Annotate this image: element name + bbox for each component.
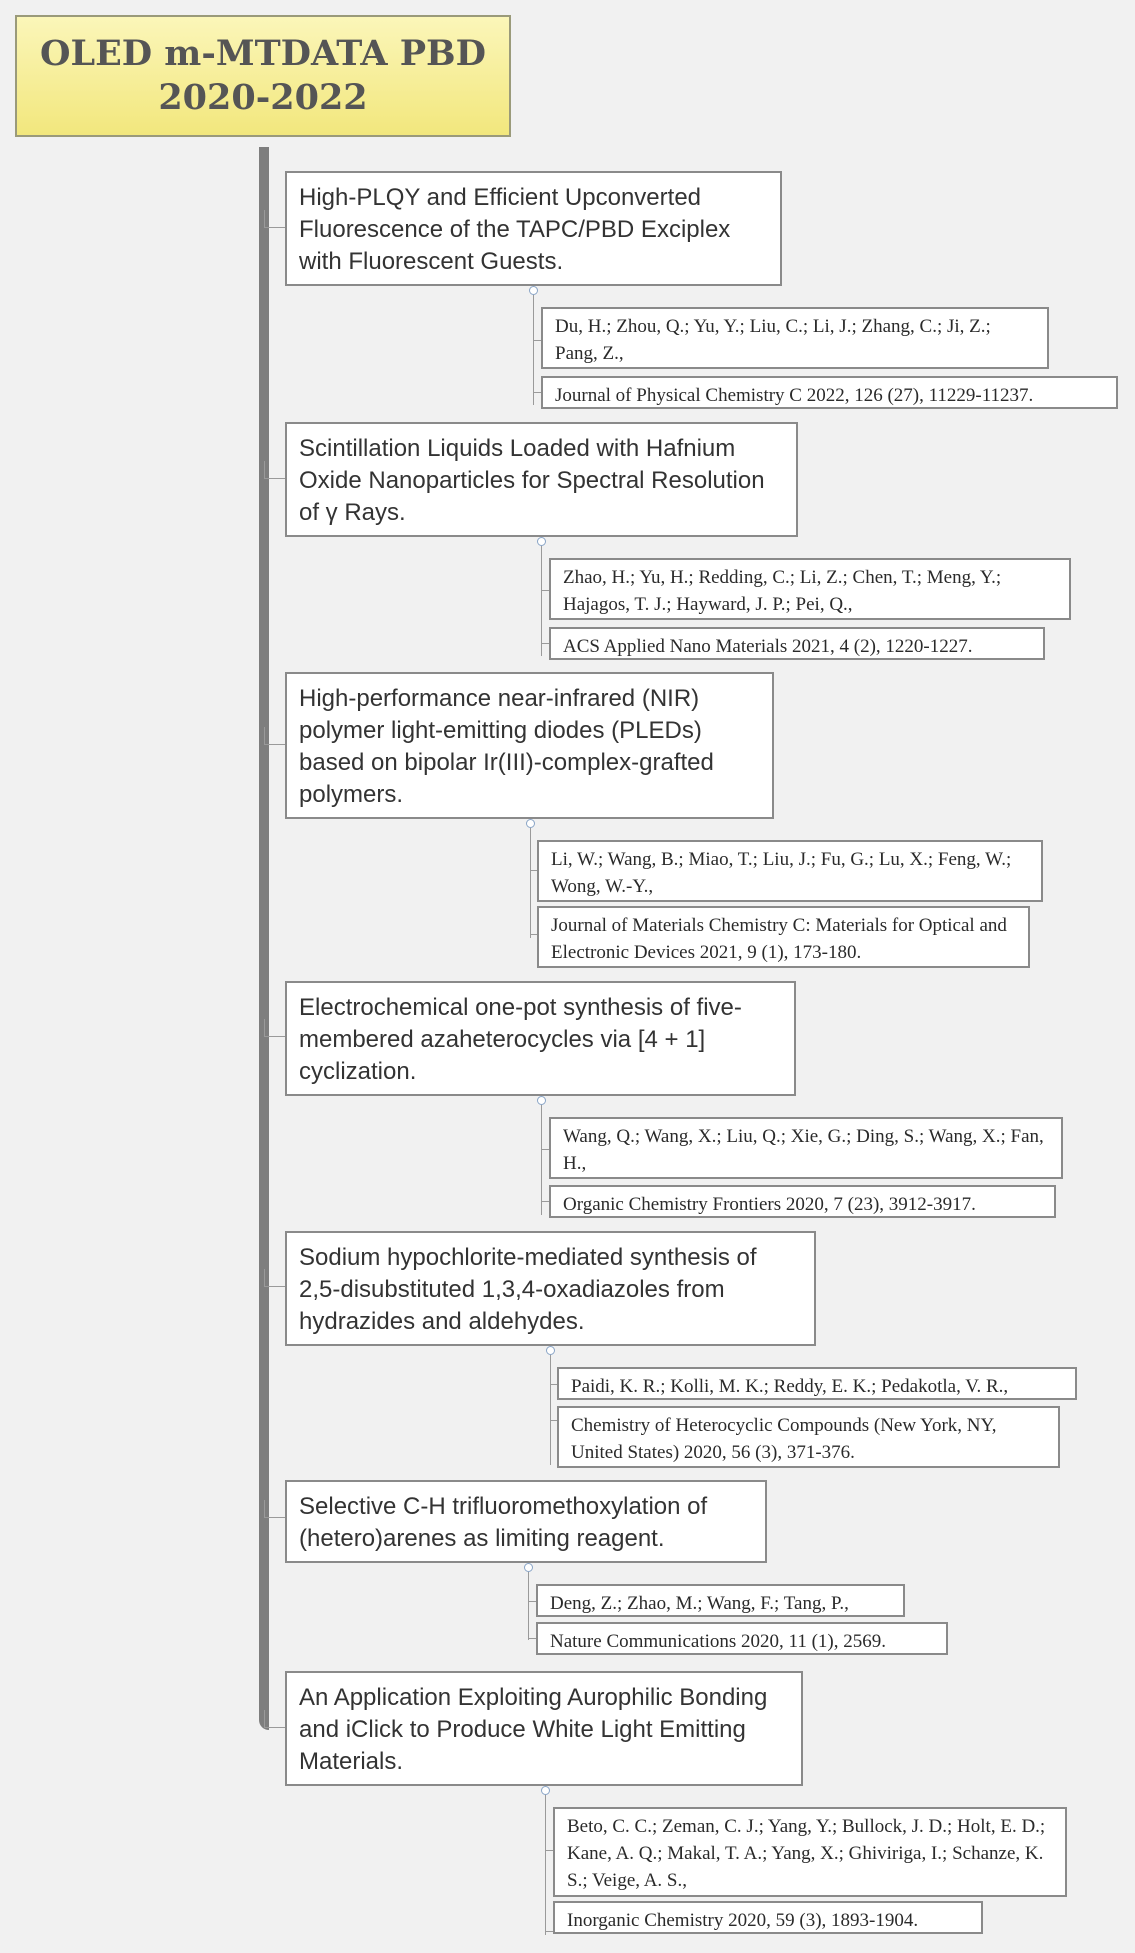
sub-connector xyxy=(528,1638,536,1639)
paper-journal-node[interactable]: Journal of Materials Chemistry C: Materials for Optical and Electronic Devices 2021, 9 (1), 173-180. xyxy=(537,906,1030,968)
paper-authors-node[interactable]: Li, W.; Wang, B.; Miao, T.; Liu, J.; Fu, G.; Lu, X.; Feng, W.; Wong, W.-Y., xyxy=(537,840,1043,902)
sub-connector xyxy=(528,1572,529,1640)
sub-connector xyxy=(541,1149,549,1150)
paper-journal-node[interactable]: Organic Chemistry Frontiers 2020, 7 (23), 3912-3917. xyxy=(549,1185,1056,1218)
paper-title-node[interactable]: Sodium hypochlorite-mediated synthesis of 2,5-disubstituted 1,3,4-oxadiazoles from hydrazides and aldehydes. xyxy=(285,1231,816,1346)
branch-connector xyxy=(264,210,286,228)
sub-connector xyxy=(545,1850,553,1851)
paper-journal-node[interactable]: ACS Applied Nano Materials 2021, 4 (2), 1220-1227. xyxy=(549,627,1045,660)
sub-connector xyxy=(541,643,549,644)
paper-journal-node[interactable]: Inorganic Chemistry 2020, 59 (3), 1893-1904. xyxy=(553,1901,983,1934)
sub-connector xyxy=(533,295,534,405)
sub-connector xyxy=(541,590,549,591)
paper-authors-node[interactable]: Zhao, H.; Yu, H.; Redding, C.; Li, Z.; Chen, T.; Meng, Y.; Hajagos, T. J.; Hayward, J. P.; Pei, Q., xyxy=(549,558,1071,620)
collapse-toggle[interactable] xyxy=(537,1096,546,1105)
paper-authors-node[interactable]: Beto, C. C.; Zeman, C. J.; Yang, Y.; Bullock, J. D.; Holt, E. D.; Kane, A. Q.; Makal, T. A.; Yang, X.; Ghiviriga, I.; Schanze, K. S.; Veige, A. S., xyxy=(553,1807,1067,1897)
paper-journal-node[interactable]: Chemistry of Heterocyclic Compounds (New York, NY, United States) 2020, 56 (3), 371-376. xyxy=(557,1406,1060,1468)
sub-connector xyxy=(541,546,542,656)
paper-authors-node[interactable]: Paidi, K. R.; Kolli, M. K.; Reddy, E. K.; Pedakotla, V. R., xyxy=(557,1367,1077,1400)
sub-connector xyxy=(528,1601,536,1602)
sub-connector xyxy=(533,340,541,341)
sub-connector xyxy=(550,1355,551,1465)
branch-connector xyxy=(264,1269,286,1287)
paper-journal-node[interactable]: Nature Communications 2020, 11 (1), 2569. xyxy=(536,1622,948,1655)
sub-connector xyxy=(541,1201,549,1202)
branch-connector xyxy=(264,1710,286,1728)
root-title-line2: 2020-2022 xyxy=(158,77,368,118)
root-topic[interactable] xyxy=(15,15,511,137)
paper-journal-node[interactable]: Journal of Physical Chemistry C 2022, 126 (27), 11229-11237. xyxy=(541,376,1118,409)
branch-connector xyxy=(264,461,286,479)
sub-connector xyxy=(533,392,541,393)
collapse-toggle[interactable] xyxy=(541,1786,550,1795)
branch-connector xyxy=(264,1500,286,1518)
sub-connector xyxy=(541,1105,542,1215)
paper-title-node[interactable]: High-performance near-infrared (NIR) polymer light-emitting diodes (PLEDs) based on bipolar Ir(III)-complex-grafted polymers. xyxy=(285,672,774,819)
paper-title-node[interactable]: High-PLQY and Efficient Upconverted Fluorescence of the TAPC/PBD Exciplex with Fluorescent Guests. xyxy=(285,171,782,286)
sub-connector xyxy=(545,1795,546,1935)
collapse-toggle[interactable] xyxy=(529,286,538,295)
trunk-connector xyxy=(259,147,269,1730)
paper-authors-node[interactable]: Wang, Q.; Wang, X.; Liu, Q.; Xie, G.; Ding, S.; Wang, X.; Fan, H., xyxy=(549,1117,1063,1179)
paper-title-node[interactable]: An Application Exploiting Aurophilic Bonding and iClick to Produce White Light Emitting Materials. xyxy=(285,1671,803,1786)
branch-connector xyxy=(264,727,286,745)
sub-connector xyxy=(530,828,531,938)
paper-authors-node[interactable]: Du, H.; Zhou, Q.; Yu, Y.; Liu, C.; Li, J.; Zhang, C.; Ji, Z.; Pang, Z., xyxy=(541,307,1049,369)
sub-connector xyxy=(545,1931,553,1932)
branch-connector xyxy=(264,1019,286,1037)
root-title-line1: OLED m-MTDATA PBD xyxy=(40,33,486,74)
paper-authors-node[interactable]: Deng, Z.; Zhao, M.; Wang, F.; Tang, P., xyxy=(536,1584,905,1617)
paper-title-node[interactable]: Scintillation Liquids Loaded with Hafnium Oxide Nanoparticles for Spectral Resolution of γ Rays. xyxy=(285,422,798,537)
collapse-toggle[interactable] xyxy=(537,537,546,546)
collapse-toggle[interactable] xyxy=(526,819,535,828)
paper-title-node[interactable]: Selective C-H trifluoromethoxylation of (hetero)arenes as limiting reagent. xyxy=(285,1480,767,1563)
collapse-toggle[interactable] xyxy=(546,1346,555,1355)
paper-title-node[interactable]: Electrochemical one-pot synthesis of five-membered azaheterocycles via [4 + 1] cyclization. xyxy=(285,981,796,1096)
collapse-toggle[interactable] xyxy=(524,1563,533,1572)
